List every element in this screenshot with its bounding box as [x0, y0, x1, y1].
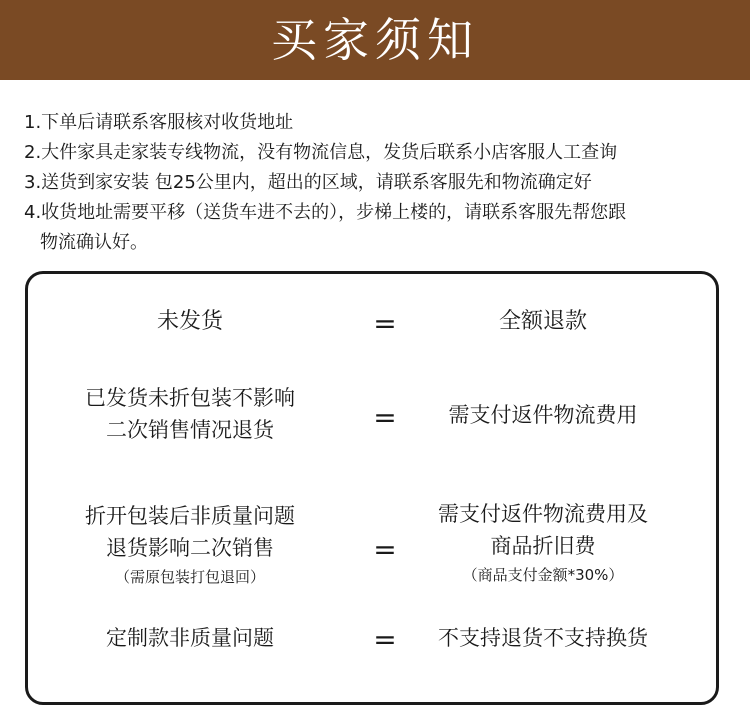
equals-sign: =	[373, 623, 397, 656]
policy-condition	[3, 382, 378, 446]
note-item: 3.送货到家安装 包25公里内，超出的区域，请联系客服先和物流确定好	[24, 172, 592, 193]
condition-line: 定制款非质量问题	[106, 626, 274, 650]
note-item: 1.下单后请联系客服核对收货地址	[24, 112, 294, 133]
result-line: 商品折旧费	[490, 534, 596, 558]
policy-result	[378, 399, 708, 431]
result-line: 全额退款	[498, 309, 587, 334]
policy-table	[25, 271, 719, 705]
notes-list	[24, 108, 734, 258]
result-line: 需支付返件物流费用	[448, 403, 638, 427]
policy-condition	[3, 306, 378, 338]
policy-result	[378, 306, 708, 338]
policy-condition	[3, 622, 378, 654]
policy-result	[378, 622, 708, 654]
condition-line: 二次销售情况退货	[106, 418, 274, 442]
condition-line: 退货影响二次销售	[106, 536, 274, 560]
condition-line: 折开包装后非质量问题	[85, 504, 295, 528]
policy-condition	[3, 500, 378, 590]
equals-sign: =	[373, 401, 397, 434]
equals-sign: =	[373, 533, 397, 566]
result-line: 需支付返件物流费用及	[438, 502, 648, 526]
equals-sign: =	[373, 307, 397, 340]
header-banner	[0, 0, 750, 80]
result-note: （商品支付金额*30%）	[462, 566, 624, 584]
condition-line: 未发货	[156, 309, 223, 334]
page-title: 买家须知	[271, 13, 479, 67]
note-item: 4.收货地址需要平移（送货车进不去的），步梯上楼的，请联系客服先帮您跟	[24, 202, 627, 223]
note-item: 2.大件家具走家装专线物流，没有物流信息，发货后联系小店客服人工查询	[24, 142, 618, 163]
condition-line: 已发货未折包装不影响	[85, 386, 295, 410]
condition-note: （需原包装打包退回）	[114, 568, 265, 586]
policy-result	[378, 498, 708, 588]
result-line: 不支持退货不支持换货	[438, 626, 648, 650]
note-item-continuation: 物流确认好。	[40, 232, 148, 253]
